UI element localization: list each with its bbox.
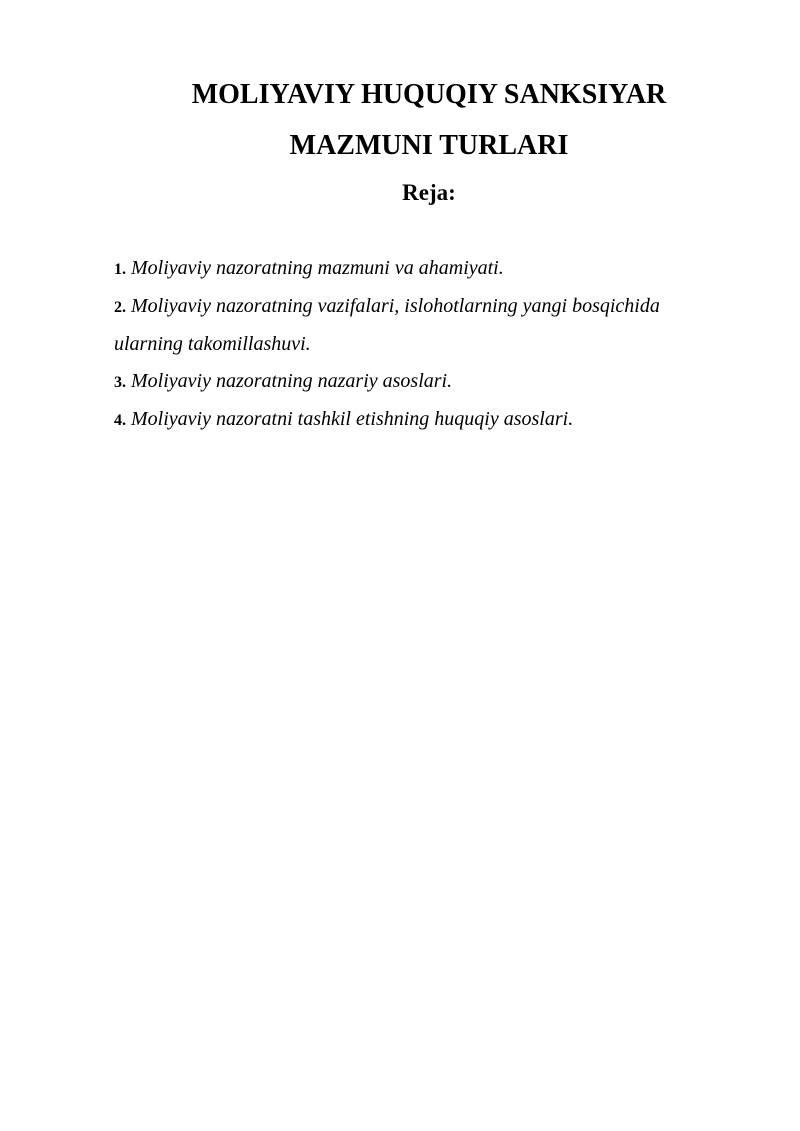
plan-item — [114, 363, 714, 401]
plan-item — [114, 401, 714, 439]
plan-item-text: Moliyaviy nazoratning nazariy asoslari. — [131, 370, 453, 392]
plan-item — [114, 250, 714, 288]
plan-item — [114, 288, 714, 363]
document-title-line-1: MOLIYAVIY HUQUQIY SANKSIYAR — [191, 79, 667, 110]
plan-item-text: Moliyaviy nazoratning vazifalari, islohotlarning yangi bosqichida ularning takomillashuvi. — [114, 295, 660, 355]
plan-item-number: 3. — [114, 374, 126, 391]
plan-heading: Reja: — [402, 180, 456, 205]
plan-item-number: 2. — [114, 299, 126, 316]
document-title-line-2: MAZMUNI TURLARI — [289, 130, 569, 161]
plan-item-number: 1. — [114, 261, 126, 278]
plan-item-text: Moliyaviy nazoratning mazmuni va ahamiyati. — [131, 257, 504, 279]
plan-list — [114, 250, 714, 439]
plan-item-number: 4. — [114, 412, 126, 429]
plan-item-text: Moliyaviy nazoratni tashkil etishning huquqiy asoslari. — [131, 408, 574, 430]
